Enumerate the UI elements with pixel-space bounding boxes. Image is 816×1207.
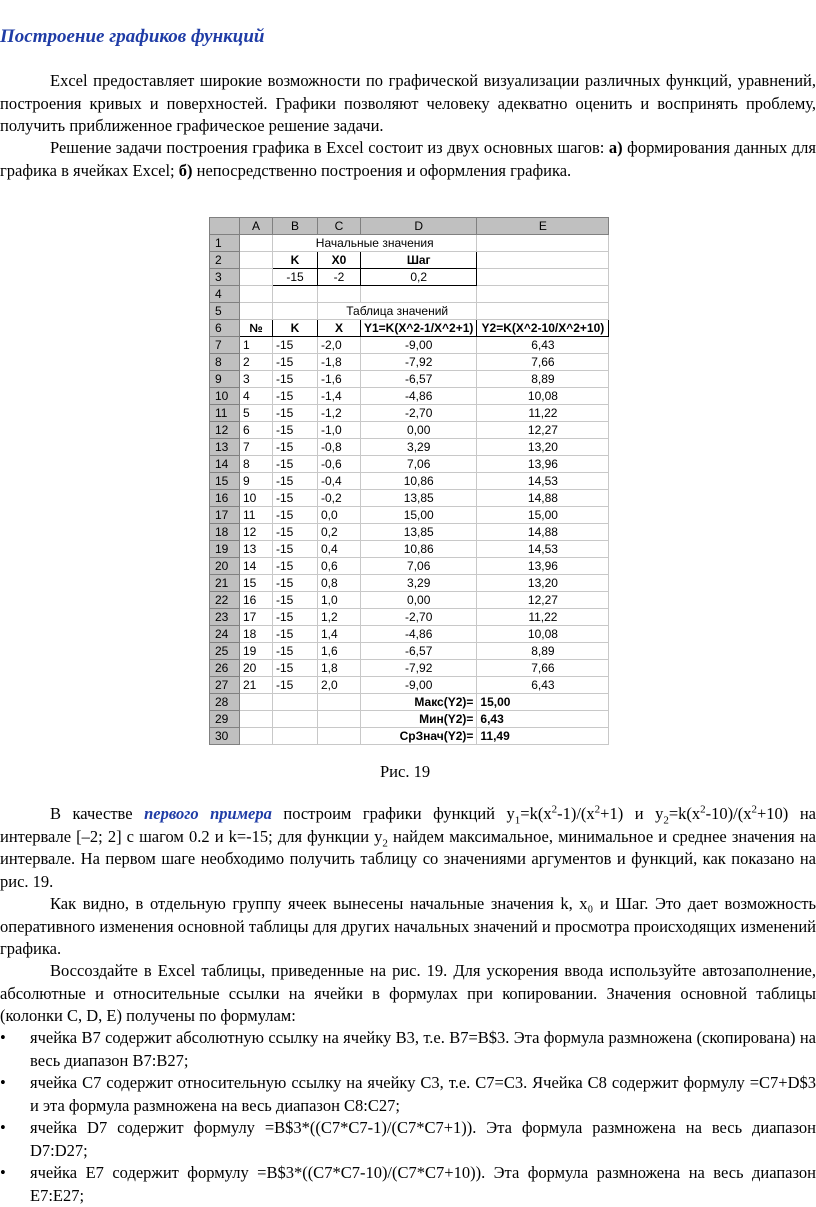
cell[interactable] <box>318 694 361 711</box>
sheet-row <box>210 303 609 320</box>
cell[interactable] <box>273 303 318 320</box>
row-header[interactable]: 3 <box>210 269 240 286</box>
sheet-row <box>210 286 609 303</box>
stat-value[interactable]: 6,43 <box>477 711 609 728</box>
cell[interactable]: -15 <box>273 473 318 490</box>
stat-label[interactable]: Мин(Y2)= <box>361 711 477 728</box>
cell[interactable]: 8 <box>240 456 273 473</box>
cell[interactable]: 13,85 <box>361 524 477 541</box>
row-header[interactable]: 15 <box>210 473 240 490</box>
cell[interactable]: 0,8 <box>318 575 361 592</box>
sheet-row <box>210 643 609 660</box>
cell[interactable]: -15 <box>273 643 318 660</box>
spreadsheet-figure <box>209 217 609 745</box>
cell[interactable]: -15 <box>273 354 318 371</box>
cell[interactable]: 0,6 <box>318 558 361 575</box>
sheet-row <box>210 677 609 694</box>
cell[interactable] <box>273 711 318 728</box>
cell[interactable]: -15 <box>273 388 318 405</box>
cell[interactable] <box>477 235 609 252</box>
sheet-row <box>210 269 609 286</box>
sheet-row <box>210 218 609 235</box>
cell[interactable]: -15 <box>273 609 318 626</box>
table-header-cell[interactable]: Y1=K(X^2-1/X^2+1) <box>361 320 477 337</box>
cell[interactable]: -1,2 <box>318 405 361 422</box>
cell[interactable] <box>477 252 609 269</box>
cell[interactable]: -15 <box>273 405 318 422</box>
stat-value[interactable]: 11,49 <box>477 728 609 745</box>
init-header-cell[interactable]: Шаг <box>361 252 477 269</box>
row-header[interactable]: 17 <box>210 507 240 524</box>
row-header[interactable]: 27 <box>210 677 240 694</box>
column-header[interactable]: B <box>273 218 318 235</box>
cell[interactable]: -15 <box>273 575 318 592</box>
cell[interactable] <box>240 235 273 252</box>
cell[interactable] <box>361 286 477 303</box>
cell[interactable]: 8,89 <box>477 643 609 660</box>
cell[interactable]: -15 <box>273 456 318 473</box>
first-example-emphasis: первого примера <box>144 804 272 823</box>
cell[interactable] <box>273 728 318 745</box>
column-header[interactable]: D <box>361 218 477 235</box>
cell[interactable]: 4 <box>240 388 273 405</box>
cell[interactable]: 0,00 <box>361 422 477 439</box>
sheet-row <box>210 422 609 439</box>
example-paragraph: В качестве первого примера построим графики функций $y_1=k(x^2-1)/(x^2+1)$ и $y_2=k(x^2-10)/(x^2+10)$ на интервале [–2; 2] с шагом 0.2 и k=-15; для функции $y_2$ найдем максимальное, минимальное и среднее значения на интервале. На первом шаге необходимо получить таблицу со значениями аргументов и функций, как показано на рис. 19. <box>0 803 816 891</box>
cell[interactable] <box>240 269 273 286</box>
cell[interactable]: 1,4 <box>318 626 361 643</box>
initial-values-label[interactable]: Начальные значения <box>273 235 477 252</box>
cell[interactable] <box>240 303 273 320</box>
cell[interactable]: 3,29 <box>361 575 477 592</box>
cell[interactable]: -4,86 <box>361 626 477 643</box>
row-header[interactable]: 22 <box>210 592 240 609</box>
row-header[interactable]: 19 <box>210 541 240 558</box>
cell[interactable]: -0,6 <box>318 456 361 473</box>
cell[interactable]: -15 <box>273 592 318 609</box>
cell[interactable]: -15 <box>273 337 318 354</box>
row-header[interactable]: 12 <box>210 422 240 439</box>
cell[interactable]: -15 <box>273 371 318 388</box>
table-header-cell[interactable]: X <box>318 320 361 337</box>
cell[interactable]: 19 <box>240 643 273 660</box>
sheet-row <box>210 388 609 405</box>
sheet-row <box>210 354 609 371</box>
cell[interactable] <box>240 286 273 303</box>
cell[interactable]: 7 <box>240 439 273 456</box>
init-value-cell[interactable]: -15 <box>273 269 318 286</box>
sheet-row <box>210 439 609 456</box>
cell[interactable]: -2,0 <box>318 337 361 354</box>
row-header[interactable]: 20 <box>210 558 240 575</box>
sheet-row <box>210 252 609 269</box>
row-header[interactable]: 7 <box>210 337 240 354</box>
row-header[interactable]: 6 <box>210 320 240 337</box>
sheet-row <box>210 320 609 337</box>
row-header[interactable]: 5 <box>210 303 240 320</box>
cell[interactable]: 21 <box>240 677 273 694</box>
sheet-row <box>210 405 609 422</box>
row-header[interactable]: 1 <box>210 235 240 252</box>
cell[interactable] <box>477 286 609 303</box>
sheet-row <box>210 490 609 507</box>
cell[interactable]: -15 <box>273 422 318 439</box>
cell[interactable] <box>240 252 273 269</box>
row-header[interactable]: 21 <box>210 575 240 592</box>
sheet-row <box>210 609 609 626</box>
stat-label[interactable]: СрЗнач(Y2)= <box>361 728 477 745</box>
row-header[interactable]: 23 <box>210 609 240 626</box>
cell[interactable]: 7,66 <box>477 660 609 677</box>
cell[interactable]: 3 <box>240 371 273 388</box>
cell[interactable]: 16 <box>240 592 273 609</box>
cell[interactable]: 0,2 <box>318 524 361 541</box>
cell[interactable]: 14,53 <box>477 473 609 490</box>
figure-caption: Рис. 19 <box>380 762 431 781</box>
row-header[interactable]: 26 <box>210 660 240 677</box>
cell[interactable]: -15 <box>273 439 318 456</box>
cell[interactable]: 2,0 <box>318 677 361 694</box>
row-header[interactable]: 2 <box>210 252 240 269</box>
sheet-row <box>210 524 609 541</box>
cell[interactable]: 7,06 <box>361 558 477 575</box>
sheet-row <box>210 660 609 677</box>
init-value-cell[interactable]: -2 <box>318 269 361 286</box>
cell[interactable]: 1,2 <box>318 609 361 626</box>
stat-label[interactable]: Макс(Y2)= <box>361 694 477 711</box>
sheet-row <box>210 541 609 558</box>
cell[interactable]: -15 <box>273 541 318 558</box>
cell[interactable]: 12,27 <box>477 422 609 439</box>
init-header-cell[interactable]: K <box>273 252 318 269</box>
cell[interactable]: 1,8 <box>318 660 361 677</box>
cell[interactable]: -2,70 <box>361 609 477 626</box>
cell[interactable]: -15 <box>273 626 318 643</box>
cell[interactable]: -0,4 <box>318 473 361 490</box>
row-header[interactable]: 25 <box>210 643 240 660</box>
cell[interactable]: 1,0 <box>318 592 361 609</box>
cell[interactable]: 20 <box>240 660 273 677</box>
table-values-label[interactable]: Таблица значений <box>318 303 477 320</box>
cell[interactable]: 10,86 <box>361 541 477 558</box>
cell[interactable]: -0,2 <box>318 490 361 507</box>
cell[interactable]: -1,6 <box>318 371 361 388</box>
cell[interactable]: 0,00 <box>361 592 477 609</box>
cell[interactable]: 0,0 <box>318 507 361 524</box>
cell[interactable]: -1,8 <box>318 354 361 371</box>
cell[interactable]: 14,88 <box>477 490 609 507</box>
sheet-row <box>210 575 609 592</box>
cell[interactable] <box>318 728 361 745</box>
row-header[interactable]: 10 <box>210 388 240 405</box>
sheet-row <box>210 694 609 711</box>
sheet-row <box>210 507 609 524</box>
cell[interactable]: 18 <box>240 626 273 643</box>
sheet-row <box>210 728 609 745</box>
sheet-row <box>210 473 609 490</box>
row-header[interactable]: 29 <box>210 711 240 728</box>
init-value-cell[interactable]: 0,2 <box>361 269 477 286</box>
cell[interactable] <box>477 303 609 320</box>
cell[interactable] <box>273 286 318 303</box>
cell[interactable]: 2 <box>240 354 273 371</box>
cell[interactable] <box>477 269 609 286</box>
cell[interactable]: -6,57 <box>361 371 477 388</box>
cell[interactable]: -15 <box>273 524 318 541</box>
table-header-cell[interactable]: Y2=K(X^2-10/X^2+10) <box>477 320 609 337</box>
cell[interactable]: 0,4 <box>318 541 361 558</box>
cell[interactable] <box>240 694 273 711</box>
cell[interactable]: -7,92 <box>361 354 477 371</box>
cell[interactable] <box>273 694 318 711</box>
cell[interactable] <box>240 728 273 745</box>
cell[interactable]: 17 <box>240 609 273 626</box>
cell[interactable]: 9 <box>240 473 273 490</box>
select-all-corner[interactable] <box>210 218 240 235</box>
sheet-row <box>210 592 609 609</box>
cell[interactable]: -4,86 <box>361 388 477 405</box>
cell[interactable]: 13,20 <box>477 439 609 456</box>
cell[interactable]: 13,85 <box>361 490 477 507</box>
cell[interactable]: -15 <box>273 558 318 575</box>
row-header[interactable]: 11 <box>210 405 240 422</box>
table-header-cell[interactable]: K <box>273 320 318 337</box>
cell[interactable] <box>318 286 361 303</box>
bullet-item: • ячейка C7 содержит относительную ссылку на ячейку C3, т.е. C7=C3. Ячейка C8 содержит формулу =C7+D$3 и эта формула размножена на весь диапазон C8:C27; <box>0 1073 816 1115</box>
bullet-item: • ячейка D7 содержит формулу =B$3*((C7*C7-1)/(C7*C7+1)). Эта формула размножена на весь диапазон D7:D27; <box>0 1118 816 1160</box>
cell[interactable]: 8,89 <box>477 371 609 388</box>
cell[interactable]: -15 <box>273 660 318 677</box>
stat-value[interactable]: 15,00 <box>477 694 609 711</box>
cell[interactable]: 15,00 <box>361 507 477 524</box>
row-header[interactable]: 14 <box>210 456 240 473</box>
cell[interactable]: 10,08 <box>477 626 609 643</box>
row-header[interactable]: 18 <box>210 524 240 541</box>
cell[interactable]: 6,43 <box>477 677 609 694</box>
cell[interactable]: -0,8 <box>318 439 361 456</box>
cell[interactable]: 6 <box>240 422 273 439</box>
sheet-row <box>210 626 609 643</box>
cell[interactable]: 11,22 <box>477 609 609 626</box>
cell[interactable]: 13 <box>240 541 273 558</box>
sheet-row <box>210 371 609 388</box>
table-header-cell[interactable]: № <box>240 320 273 337</box>
cell[interactable]: -6,57 <box>361 643 477 660</box>
row-header[interactable]: 24 <box>210 626 240 643</box>
cell[interactable]: -9,00 <box>361 337 477 354</box>
cell[interactable]: 10,86 <box>361 473 477 490</box>
instructions-paragraph: Воссоздайте в Excel таблицы, приведенные на рис. 19. Для ускорения ввода используйте автозаполнение, абсолютные и относительные ссылки на ячейки в формулах при копировании. Значения основной таблицы (колонки C, D, E) получены по формулам: <box>0 961 816 1025</box>
cell[interactable]: -15 <box>273 490 318 507</box>
cell[interactable]: 1 <box>240 337 273 354</box>
cell[interactable] <box>240 711 273 728</box>
cell[interactable]: -1,4 <box>318 388 361 405</box>
column-header[interactable]: C <box>318 218 361 235</box>
bullet-item: • ячейка B7 содержит абсолютную ссылку на ячейку B3, т.е. B7=B$3. Эта формула размножена (скопирована) на весь диапазон B7:B27; <box>0 1028 816 1070</box>
cell[interactable] <box>318 711 361 728</box>
cell[interactable]: -2,70 <box>361 405 477 422</box>
column-header[interactable]: E <box>477 218 609 235</box>
cell[interactable]: 1,6 <box>318 643 361 660</box>
cell[interactable]: 11,22 <box>477 405 609 422</box>
cell[interactable]: 3,29 <box>361 439 477 456</box>
cell[interactable]: -7,92 <box>361 660 477 677</box>
cell[interactable]: 6,43 <box>477 337 609 354</box>
cell[interactable]: -15 <box>273 507 318 524</box>
cell[interactable]: 14,88 <box>477 524 609 541</box>
sheet-row <box>210 711 609 728</box>
cell[interactable]: 7,06 <box>361 456 477 473</box>
column-header[interactable]: A <box>240 218 273 235</box>
steps-paragraph: Решение задачи построения графика в Excel состоит из двух основных шагов: а) формирования данных для графика в ячейках Excel; б) непосредственно построения и оформления графика. <box>0 138 816 180</box>
row-header[interactable]: 28 <box>210 694 240 711</box>
row-header[interactable]: 16 <box>210 490 240 507</box>
cell[interactable]: 13,96 <box>477 558 609 575</box>
cell[interactable]: -1,0 <box>318 422 361 439</box>
initial-values-paragraph: Как видно, в отдельную группу ячеек вынесены начальные значения k, x₀ и Шаг. Это дает возможность оперативного изменения основной таблицы для других начальных значений и просмотра происходящих изменений графика. <box>0 894 816 958</box>
cell[interactable]: 14,53 <box>477 541 609 558</box>
sheet-row <box>210 235 609 252</box>
row-header[interactable]: 8 <box>210 354 240 371</box>
init-header-cell[interactable]: X0 <box>318 252 361 269</box>
row-header[interactable]: 9 <box>210 371 240 388</box>
row-header[interactable]: 4 <box>210 286 240 303</box>
cell[interactable]: 14 <box>240 558 273 575</box>
sheet-row <box>210 558 609 575</box>
cell[interactable]: 10,08 <box>477 388 609 405</box>
cell[interactable]: 5 <box>240 405 273 422</box>
sheet-row <box>210 337 609 354</box>
cell[interactable]: 7,66 <box>477 354 609 371</box>
cell[interactable]: 11 <box>240 507 273 524</box>
cell[interactable]: 12,27 <box>477 592 609 609</box>
cell[interactable]: -9,00 <box>361 677 477 694</box>
document-title: Построение графиков функций <box>0 26 265 47</box>
cell[interactable]: 13,20 <box>477 575 609 592</box>
sheet-row <box>210 456 609 473</box>
intro-paragraph: Excel предоставляет широкие возможности по графической визуализации различных функций, уравнений, построения кривых и поверхностей. Графики позволяют человеку адекватно оценить и воспринять проблему, получить приближенное графическое решение задачи. <box>0 71 816 135</box>
bullet-item: • ячейка E7 содержит формулу =B$3*((C7*C7-10)/(C7*C7+10)). Эта формула размножена на весь диапазон E7:E27; <box>0 1163 816 1205</box>
cell[interactable]: -15 <box>273 677 318 694</box>
row-header[interactable]: 13 <box>210 439 240 456</box>
row-header[interactable]: 30 <box>210 728 240 745</box>
cell[interactable]: 15 <box>240 575 273 592</box>
cell[interactable]: 13,96 <box>477 456 609 473</box>
cell[interactable]: 15,00 <box>477 507 609 524</box>
spreadsheet-table <box>209 217 609 745</box>
cell[interactable]: 10 <box>240 490 273 507</box>
cell[interactable]: 12 <box>240 524 273 541</box>
